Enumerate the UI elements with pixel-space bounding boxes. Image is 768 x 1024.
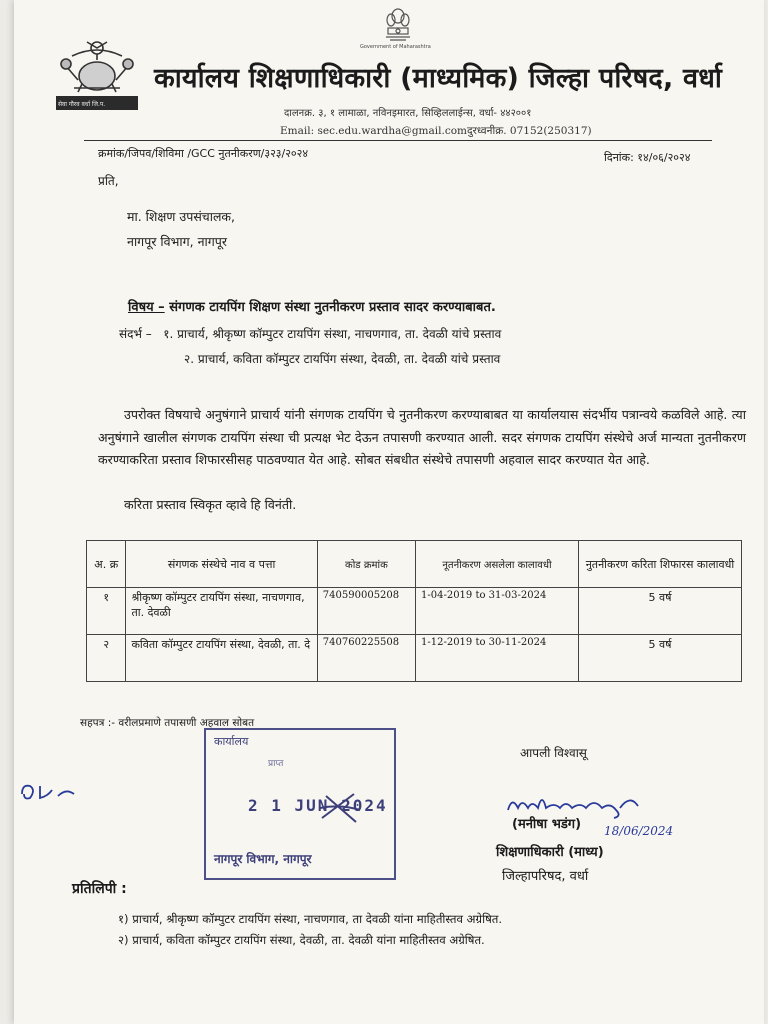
institutes-table <box>86 540 742 682</box>
logo-caption: सेवा गौरव वर्धा जि.प. <box>58 101 106 108</box>
subject-label: विषय – <box>128 300 165 315</box>
stamp-place: नागपूर विभाग, नागपूर <box>214 852 312 866</box>
reference-number: क्रमांक/जिपव/शिविमा /GCC नुतनीकरण/३२३/२०२४ <box>98 147 309 160</box>
signed-date: 18/06/2024 <box>604 824 674 838</box>
col-period: नूतनीकरण असलेला कालावधी <box>415 541 578 588</box>
reference-line-1 <box>119 325 501 342</box>
signer-name: (मनीषा भडंग) <box>512 817 582 832</box>
signer-office: जिल्हापरिषद, वर्धा <box>502 869 589 884</box>
letter-date: दिनांक: १४/०६/२०२४ <box>604 151 691 164</box>
govt-label: Government of Maharashtra <box>360 44 431 50</box>
col-sr: अ. क्र <box>87 541 126 588</box>
office-title: कार्यालय शिक्षणाधिकारी (माध्यमिक) जिल्हा परिषद, वर्धा <box>154 63 723 94</box>
copy-heading: प्रतिलिपी : <box>72 881 127 897</box>
reference-item-1: १. प्राचार्य, श्रीकृष्ण कॉम्पुटर टायपिंग संस्था, नाचणगाव, ता. देवळी यांचे प्रस्ताव <box>163 327 502 341</box>
enclosure-note: सहपत्र :- वरीलप्रमाणे तपासणी अहवाल सोबत <box>80 717 255 729</box>
closing-line: आपली विश्वासू <box>520 746 587 760</box>
cell-name: श्रीकृष्ण कॉम्पुटर टायपिंग संस्था, नाचणगाव, ता. देवळी <box>126 588 317 635</box>
table-header-row <box>87 541 742 588</box>
stamp-office-label: कार्यालय <box>214 735 249 748</box>
cell-name: कविता कॉम्पुटर टायपिंग संस्था, देवळी, ता. दे <box>126 635 317 682</box>
cell-sr: २ <box>87 635 126 682</box>
stamp-received-label: प्राप्त <box>268 759 284 769</box>
cell-code: 740760225508 <box>317 635 415 682</box>
copy-item-2: २) प्राचार्य, कविता कॉम्पुटर टायपिंग संस्था, देवळी, ता. देवळी यांना माहितीस्तव अग्रेषित. <box>118 933 485 947</box>
subject-text: संगणक टायपिंग शिक्षण संस्था नुतनीकरण प्रस्ताव सादर करण्याबाबत. <box>169 300 496 315</box>
recipient-line-2: नागपूर विभाग, नागपूर <box>127 234 228 249</box>
cell-period: 1-12-2019 to 30-11-2024 <box>415 635 578 682</box>
to-label: प्रति, <box>98 174 119 188</box>
col-recommended: नुतनीकरण करिता शिफारस कालावधी <box>578 541 741 588</box>
cell-code: 740590005208 <box>317 588 415 635</box>
body-paragraph: उपरोक्त विषयाचे अनुषंगाने प्राचार्य यांनी संगणक टायपिंग चे नुतनीकरण करण्याबाबत या कार्यालयास संदर्भीय पत्रान्वये कळविले आहे. त्या अनुषंगाने खालील संगणक टायपिंग संस्था ची प्रत्यक्ष भेट देऊन तपासणी करण्यात आली. सदर संगणक टायपिंग संस्थेचे अर्ज मान्यता नुतनीकरण करण्याकरिता प्रस्ताव शिफारसीसह पाठवण्यात येत आहे. सोबत संबधीत संस्थेचे तपासणी अहवाल सादर करण्यात येत आहे. <box>98 407 746 467</box>
stamp-date: 2 1 JUN 2024 <box>248 796 388 815</box>
recipient-line-1: मा. शिक्षण उपसंचालक, <box>127 209 235 224</box>
copy-item-1: १) प्राचार्य, श्रीकृष्ण कॉम्पुटर टायपिंग संस्था, नाचणगाव, ता देवळी यांना माहितीस्तव अग्रेषित. <box>118 912 503 926</box>
office-address: दालनक्र. ३, १ लामाळा, नविनइमारत, सिव्हिललाईन्स, वर्धा- ४४२००१ <box>284 108 532 119</box>
subject-line <box>128 297 496 315</box>
cell-recommended: 5 वर्ष <box>578 635 741 682</box>
reference-label: संदर्भ – <box>119 327 152 341</box>
table-row <box>87 588 742 635</box>
received-stamp <box>204 728 396 880</box>
office-email: Email: sec.edu.wardha@gmail.comदुरध्वनीक्र. 07152(250317) <box>280 125 592 137</box>
signer-designation: शिक्षणाधिकारी (माध्य) <box>496 845 604 860</box>
header-divider <box>84 140 712 141</box>
request-line: करिता प्रस्ताव स्विकृत व्हावे हि विनंती. <box>124 497 297 512</box>
cell-period: 1-04-2019 to 31-03-2024 <box>415 588 578 635</box>
col-code: कोड क्रमांक <box>317 541 415 588</box>
stamp-initial-mark <box>316 788 364 828</box>
reference-item-2: २. प्राचार्य, कविता कॉम्पुटर टायपिंग संस्था, देवळी, ता. देवळी यांचे प्रस्ताव <box>184 352 501 366</box>
table-row <box>87 635 742 682</box>
letter-page <box>14 0 764 1024</box>
col-name: संगणक संस्थेचे नाव व पत्ता <box>126 541 317 588</box>
handwritten-initial-mark <box>18 776 82 806</box>
ashoka-emblem-icon <box>380 6 416 46</box>
cell-sr: १ <box>87 588 126 635</box>
cell-recommended: 5 वर्ष <box>578 588 741 635</box>
